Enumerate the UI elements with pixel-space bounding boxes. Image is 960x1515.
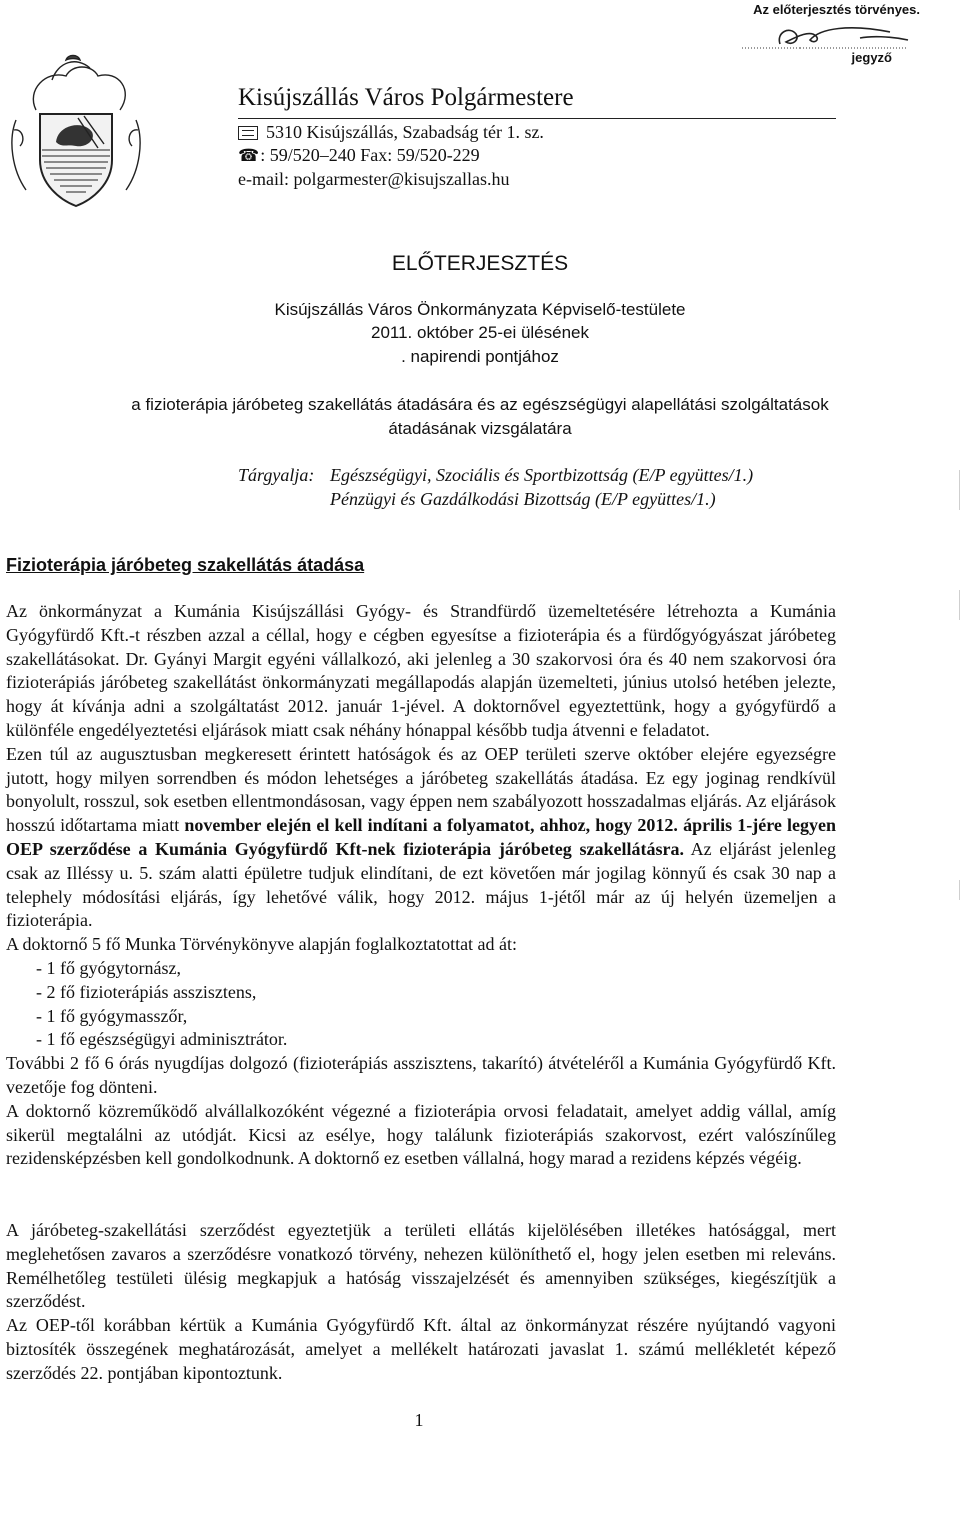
document-type-heading: ELŐTERJESZTÉS [391, 252, 569, 275]
org-title: Kisújszállás Város Polgármestere [238, 84, 574, 111]
discussed-by-label: Tárgyalja: [238, 465, 315, 485]
signature-icon [740, 14, 910, 54]
committee-item: Egészségügyi, Szociális és Sportbizottság (E/P együttes/1.) [330, 465, 754, 485]
email-line [238, 169, 510, 190]
list-item: - 1 fő gyógytornász, [36, 957, 181, 978]
page-number: 1 [414, 1410, 424, 1430]
meeting-date: 2011. október 25-ei ülésének [370, 323, 589, 342]
paragraph-text: Ezen túl az augusztusban megkeresett érintett hatóságok és az OEP területi szerve október elejére egyezségre jutott, hogy milyen sorrendben és módon lehetséges a járóbeteg szakellátás átadása. Ez egy joginag rendkívül bonyolult, rosszul, sok esetben ellentmondásosan, vagy éppen nem szabályozott hosszadalmas eljárás. Az eljárások hosszú időtartama miatt [6, 743, 836, 836]
paragraph: Az önkormányzat a Kumánia Kisújszállási Gyógy- és Strandfürdő üzemeltetésére létrehozta a Kumánia Gyógyfürdő Kft.-t részben azzal a céllal, hogy e cégben egyesítse a fizioterápia és a fürdőgyógyászat járóbeteg szakellátásokat. Dr. Gyányi Margit egyéni vállalkozó, aki jelenleg a 30 szakorvosi óra és 40 nem szakorvosi óra fizioterápiás járóbeteg szakellátást önkormányzati megállapodás alapján üzemelteti, június utolsó hetében jelezte, hogy át kívánja adni a szolgáltatást 2012. január 1-jével. A doktornővel egyeztettünk, hogy a gyógyfürdő a különféle engedélyeztetési eljárások miatt csak néhány hónappal később tudja átvenni e feladatot. [6, 601, 836, 740]
phone-text: : 59/520–240 Fax: 59/520-229 [260, 145, 480, 165]
paragraph: További 2 fő 6 órás nyugdíjas dolgozó (fizioterápiás asszisztens, takarító) átvételéről a Kumánia Gyógyfürdő Kft. vezetője fog dönteni. [6, 1053, 836, 1097]
header-divider [238, 118, 836, 119]
paragraph: A járóbeteg-szakellátási szerződést egyeztetjük a területi ellátás kijelölésében illetékes hatósággal, mert meglehetősen zavaros a szerződésre vonatkozó törvény, nehezen különíthető el, hogy jelen esetben mi releváns. Remélhetőleg testületi ülésig megkapjuk a hatóság visszajelzését és amennyiben szükséges, kiegészítjük a szerződést. [6, 1220, 836, 1312]
email-text: e-mail: polgarmester@kisujszallas.hu [238, 169, 510, 189]
body-text-block [6, 600, 836, 1171]
paragraph-text: Az eljárást jelenleg csak az Illéssy u. 5. szám alatti épületre tudjuk elindítani, de ezt követően már jogilag könnyű és csak 30 nap a telephely módosítási eljárás, így lehetővé válik, hogy 2012. május 1-jétől már az új helyén üzemeljen a fizioterápia. [6, 838, 837, 931]
list-item: - 1 fő gyógymasszőr, [36, 1005, 188, 1026]
paragraph: A doktornő 5 fő Munka Törvénykönyve alapján foglalkoztatottat ad át: [6, 934, 518, 955]
body-text-block [6, 1219, 836, 1386]
envelope-icon [238, 126, 258, 140]
committee-item: Pénzügyi és Gazdálkodási Bizottság (E/P együttes/1.) [330, 489, 716, 509]
paragraph: Az OEP-től korábban kértük a Kumánia Gyógyfürdő Kft. által az önkormányzat részére nyújtandó vagyoni biztosíték összegének meghatározását, amelyet a mellékelt határozati javaslat 1. számú mellékletét képező szerződés 22. pontjában kipontoztunk. [6, 1315, 836, 1383]
approval-role: jegyző [851, 50, 892, 65]
agenda-item: . napirendi pontjához [401, 347, 559, 366]
address-line [238, 122, 544, 143]
address-text: 5310 Kisújszállás, Szabadság tér 1. sz. [266, 122, 544, 142]
council-heading: Kisújszállás Város Önkormányzata Képviselő-testülete [274, 300, 686, 319]
paragraph: A doktornő közreműködő alvállalkozóként végezné a fizioterápia orvosi feladatait, amelyet addig vállal, amíg sikerül megtalálni az utódját. Kicsi az esélye, hogy találunk fizioterápiás szakorvost, ezért valószínűleg rezidensképzésben kell gondolkodnunk. A doktornő ez esetben vállalná, hogy marad a rezidens képzés végéig. [6, 1100, 836, 1169]
paragraph-emphasis: november elején el kell indítani a folyamatot, ahhoz, hogy 2012. április 1-jére legyen OEP szerződése a Kumánia Gyógyfürdő Kft-nek fizioterápia járóbeteg szakellátásra. [6, 815, 837, 859]
approval-text: Az előterjesztés törvényes. [753, 2, 920, 17]
list-item: - 2 fő fizioterápiás asszisztens, [36, 981, 257, 1002]
telephone-icon: ☎ [238, 145, 260, 165]
list-item: - 1 fő egészségügyi adminisztrátor. [36, 1029, 288, 1050]
subject-line-1: a fizioterápia járóbeteg szakellátás átadására és az egészségügyi alapellátási szolgáltatások [131, 395, 829, 414]
phone-line [238, 145, 480, 166]
approval-note [730, 2, 920, 72]
subject-line-2: átadásának vizsgálatára [388, 419, 572, 438]
coat-of-arms-icon [6, 50, 146, 210]
paragraph [6, 743, 836, 933]
section-title: Fizioterápia járóbeteg szakellátás átadása [6, 555, 365, 575]
